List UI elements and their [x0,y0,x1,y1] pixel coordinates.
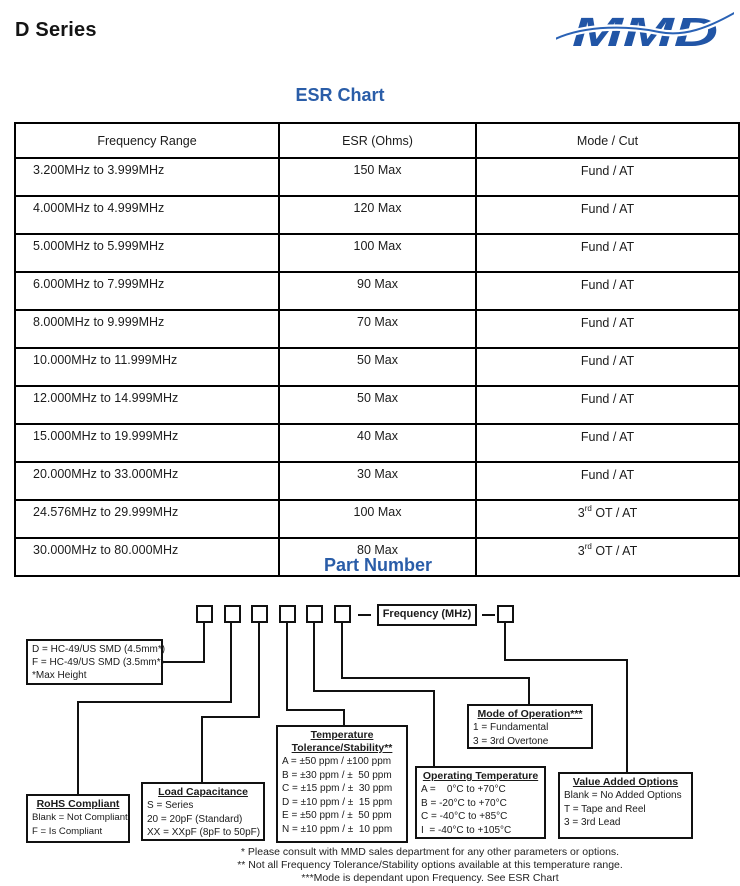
esr-table [14,122,740,577]
esr-cell: 90 Max [279,272,476,310]
package-options-box: D = HC-49/US SMD (4.5mm*) F = HC-49/US SMD (3.5mm*) *Max Height [26,639,163,685]
footnotes [90,846,740,885]
connector-line [161,661,205,663]
page-title: D Series [15,19,97,41]
footnote-line: * Please consult with MMD sales department for any other parameters or options. [240,846,620,858]
freq-cell: 6.000MHz to 7.999MHz [15,272,279,310]
connector-line [626,659,628,772]
dash-separator [358,614,371,616]
mode-cell: Fund / AT [476,462,739,500]
mode-cell: 3rd OT / AT [476,500,739,538]
temperature-tolerance-box: Temperature Tolerance/Stability** A = ±50 ppm / ±100 ppm B = ±30 ppm / ± 50 ppm C = ±15 ppm / ± 30 ppm D = ±10 ppm / ± 15 ppm E = ±50 ppm / ± 50 ppm N = ±10 ppm / ± 10 ppm [276,725,408,843]
esr-cell: 50 Max [279,386,476,424]
connector-line [433,690,435,766]
footnote-line: ** Not all Frequency Tolerance/Stability options available at this temperature range. [237,859,623,871]
mode-cell: Fund / AT [476,272,739,310]
footnote-line: ***Mode is dependant upon Frequency. See ESR Chart [301,872,559,884]
mode-cell: Fund / AT [476,348,739,386]
table-header-row [15,123,739,158]
esr-cell: 120 Max [279,196,476,234]
table-row [15,348,739,386]
esr-chart-heading: ESR Chart [295,85,385,105]
part-number-heading: Part Number [323,555,433,575]
pn-digit-box-4 [279,605,296,623]
connector-line [203,623,205,663]
connector-line [201,716,260,718]
column-header-mode: Mode / Cut [476,123,739,158]
esr-cell: 70 Max [279,310,476,348]
box-title: Operating Temperature [422,770,539,782]
freq-cell: 15.000MHz to 19.999MHz [15,424,279,462]
mode-cell: Fund / AT [476,196,739,234]
connector-line [258,623,260,718]
esr-cell: 80 Max [279,538,476,576]
freq-cell: 4.000MHz to 4.999MHz [15,196,279,234]
value-added-options-box: Value Added Options Blank = No Added Options T = Tape and Reel 3 = 3rd Lead [558,772,693,839]
box-title: Load Capacitance [158,786,248,798]
connector-line [77,701,232,703]
table-row [15,272,739,310]
column-header-esr: ESR (Ohms) [279,123,476,158]
connector-line [313,690,435,692]
pn-digit-box-7 [497,605,514,623]
connector-line [313,623,315,692]
box-title: Tolerance/Stability** [291,742,393,754]
connector-line [77,701,79,794]
freq-cell: 10.000MHz to 11.999MHz [15,348,279,386]
esr-cell: 100 Max [279,234,476,272]
mode-cell: Fund / AT [476,424,739,462]
table-row [15,158,739,196]
connector-line [341,623,343,679]
box-title: RoHS Compliant [36,798,120,810]
esr-cell: 100 Max [279,500,476,538]
connector-line [343,709,345,725]
load-capacitance-box: Load Capacitance S = Series 20 = 20pF (Standard) XX = XXpF (8pF to 50pF) [141,782,265,841]
connector-line [201,716,203,782]
table-row [15,196,739,234]
rohs-compliant-box: RoHS Compliant Blank = Not Compliant F = Is Compliant [26,794,130,843]
connector-line [341,677,530,679]
connector-line [286,623,288,711]
pn-digit-box-6 [334,605,351,623]
freq-cell: 24.576MHz to 29.999MHz [15,500,279,538]
mode-cell: 3rd OT / AT [476,538,739,576]
table-row [15,424,739,462]
mode-cell: Fund / AT [476,386,739,424]
box-title: Value Added Options [572,776,679,788]
mode-cell: Fund / AT [476,234,739,272]
table-row [15,234,739,272]
table-row [15,386,739,424]
mode-cell: Fund / AT [476,310,739,348]
mmd-logo [556,4,734,58]
box-title: Temperature [310,729,374,741]
freq-cell: 3.200MHz to 3.999MHz [15,158,279,196]
esr-cell: 150 Max [279,158,476,196]
connector-line [528,677,530,704]
table-row [15,500,739,538]
pn-digit-box-2 [224,605,241,623]
column-header-frequency: Frequency Range [15,123,279,158]
connector-line [286,709,345,711]
dash-separator [482,614,495,616]
connector-line [504,623,506,661]
frequency-box: Frequency (MHz) [377,604,477,626]
table-row [15,310,739,348]
pn-digit-box-5 [306,605,323,623]
pn-digit-box-3 [251,605,268,623]
esr-cell: 50 Max [279,348,476,386]
esr-cell: 30 Max [279,462,476,500]
freq-cell: 30.000MHz to 80.000MHz [15,538,279,576]
freq-cell: 8.000MHz to 9.999MHz [15,310,279,348]
esr-cell: 40 Max [279,424,476,462]
mode-cell: Fund / AT [476,158,739,196]
freq-cell: 20.000MHz to 33.000MHz [15,462,279,500]
mmd-logo-text: MMD [572,9,718,55]
pn-digit-box-1 [196,605,213,623]
box-title: Mode of Operation*** [477,708,583,720]
mode-of-operation-box: Mode of Operation*** 1 = Fundamental 3 = 3rd Overtone [467,704,593,749]
freq-cell: 5.000MHz to 5.999MHz [15,234,279,272]
connector-line [504,659,628,661]
operating-temperature-box: Operating Temperature A = 0°C to +70°C B = -20°C to +70°C C = -40°C to +85°C I = -40°C to +105°C [415,766,546,839]
freq-cell: 12.000MHz to 14.999MHz [15,386,279,424]
connector-line [230,623,232,703]
table-row [15,462,739,500]
